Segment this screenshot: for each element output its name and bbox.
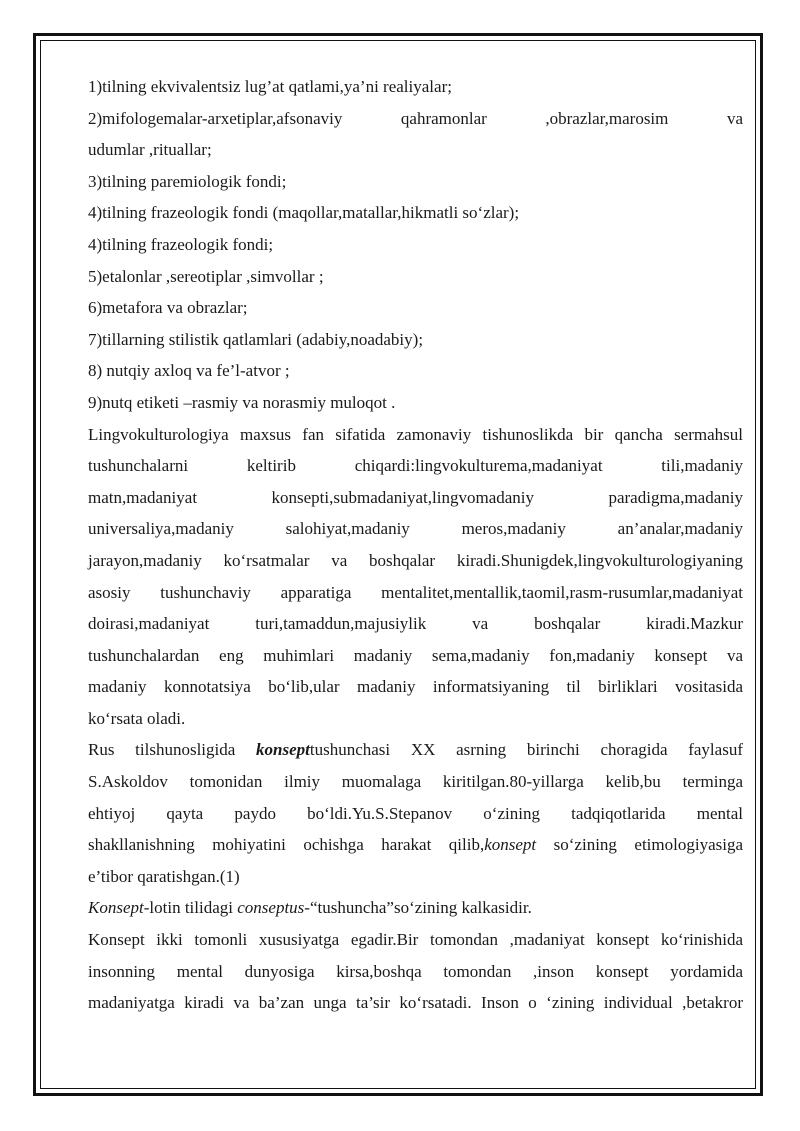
paragraph-line: insonning mental dunyosiga kirsa,boshqa tomondan ,inson konsept yordamida	[88, 961, 743, 981]
paragraph-line: asosiy tushunchaviy apparatiga mentalitet,mentallik,taomil,rasm-rusumlar,madaniyat	[88, 582, 743, 602]
paragraph-line: ehtiyoj qayta paydo bo‘ldi.Yu.S.Stepanov o‘zining tadqiqotlarida mental	[88, 803, 743, 823]
paragraph-line: madaniy konnotatsiya bo‘lib,ular madaniy informatsiyaning til birliklari vositasida	[88, 677, 743, 697]
paragraph-line: tushunchalarni keltirib chiqardi:lingvokulturema,madaniyat tili,madaniy	[88, 456, 743, 476]
paragraph-line	[88, 734, 743, 766]
paragraph-line: ko‘rsata oladi.	[88, 708, 186, 728]
text-run: shakllanishning mohiyatini ochishga harakat qilib,	[88, 835, 485, 855]
list-item: 8) nutqiy axloq va fe’l-atvor ;	[88, 361, 290, 381]
paragraph-line: doirasi,madaniyat turi,tamaddun,majusiylik va boshqalar kiradi.Mazkur	[88, 614, 743, 634]
paragraph-line	[88, 829, 743, 861]
paragraph-line: e’tibor qaratishgan.(1)	[88, 866, 240, 886]
list-item-continued: udumlar ,rituallar;	[88, 140, 212, 160]
term-konsept-italic: Konsept	[88, 898, 144, 918]
list-item: 1)tilning ekvivalentsiz lug’at qatlami,ya’ni realiyalar;	[88, 77, 452, 96]
list-item: 3)tilning paremiologik fondi;	[88, 171, 287, 191]
list-item: 6)metafora va obrazlar;	[88, 298, 248, 318]
paragraph-line: jarayon,madaniy ko‘rsatmalar va boshqalar kiradi.Shunigdek,lingvokulturologiyaning	[88, 550, 743, 570]
term-konsept-bold: konsept	[256, 740, 310, 760]
term-konsept-italic: konsept	[484, 835, 537, 855]
list-item: 9)nutq etiketi –rasmiy va norasmiy muloqot .	[88, 392, 396, 412]
text-run: -“tushuncha”so‘zining kalkasidir.	[304, 898, 532, 918]
list-item: 5)etalonlar ,sereotiplar ,simvollar ;	[88, 266, 324, 286]
term-conseptus-italic: conseptus	[237, 898, 305, 918]
paragraph-line: universaliya,madaniy salohiyat,madaniy meros,madaniy an’analar,madaniy	[88, 519, 743, 539]
list-item: 7)tillarning stilistik qatlamlari (adabiy,noadabiy);	[88, 329, 424, 349]
paragraph-line: matn,madaniyat konsepti,submadaniyat,lingvomadaniy paradigma,madaniy	[88, 487, 743, 507]
paragraph-line: madaniyatga kiradi va ba’zan unga ta’sir ko‘rsatadi. Inson o ‘zining individual ,betakror	[88, 993, 743, 1013]
paragraph-line	[88, 892, 743, 924]
list-item: 2)mifologemalar-arxetiplar,afsonaviy qahramonlar ,obrazlar,marosim va	[88, 108, 743, 128]
paragraph-line: Lingvokulturologiya maxsus fan sifatida zamonaviy tishunoslikda bir qancha sermahsul	[88, 424, 743, 444]
text-run: tushunchasi XX asrning birinchi choragida faylasuf	[309, 740, 743, 760]
document-body	[88, 71, 743, 1019]
text-run: so‘zining etimologiyasiga	[536, 835, 743, 855]
list-item: 4)tilning frazeologik fondi (maqollar,matallar,hikmatli so‘zlar);	[88, 203, 520, 223]
list-item: 4)tilning frazeologik fondi;	[88, 234, 274, 254]
paragraph-line: Konsept ikki tomonli xususiyatga egadir.Bir tomondan ,madaniyat konsept ko‘rinishida	[88, 930, 743, 950]
paragraph-line: S.Askoldov tomonidan ilmiy muomalaga kiritilgan.80-yillarga kelib,bu terminga	[88, 772, 743, 792]
text-run: Rus tilshunosligida	[88, 740, 257, 760]
text-run: -lotin tilidagi	[143, 898, 238, 918]
paragraph-line: tushunchalardan eng muhimlari madaniy sema,madaniy fon,madaniy konsept va	[88, 645, 743, 665]
